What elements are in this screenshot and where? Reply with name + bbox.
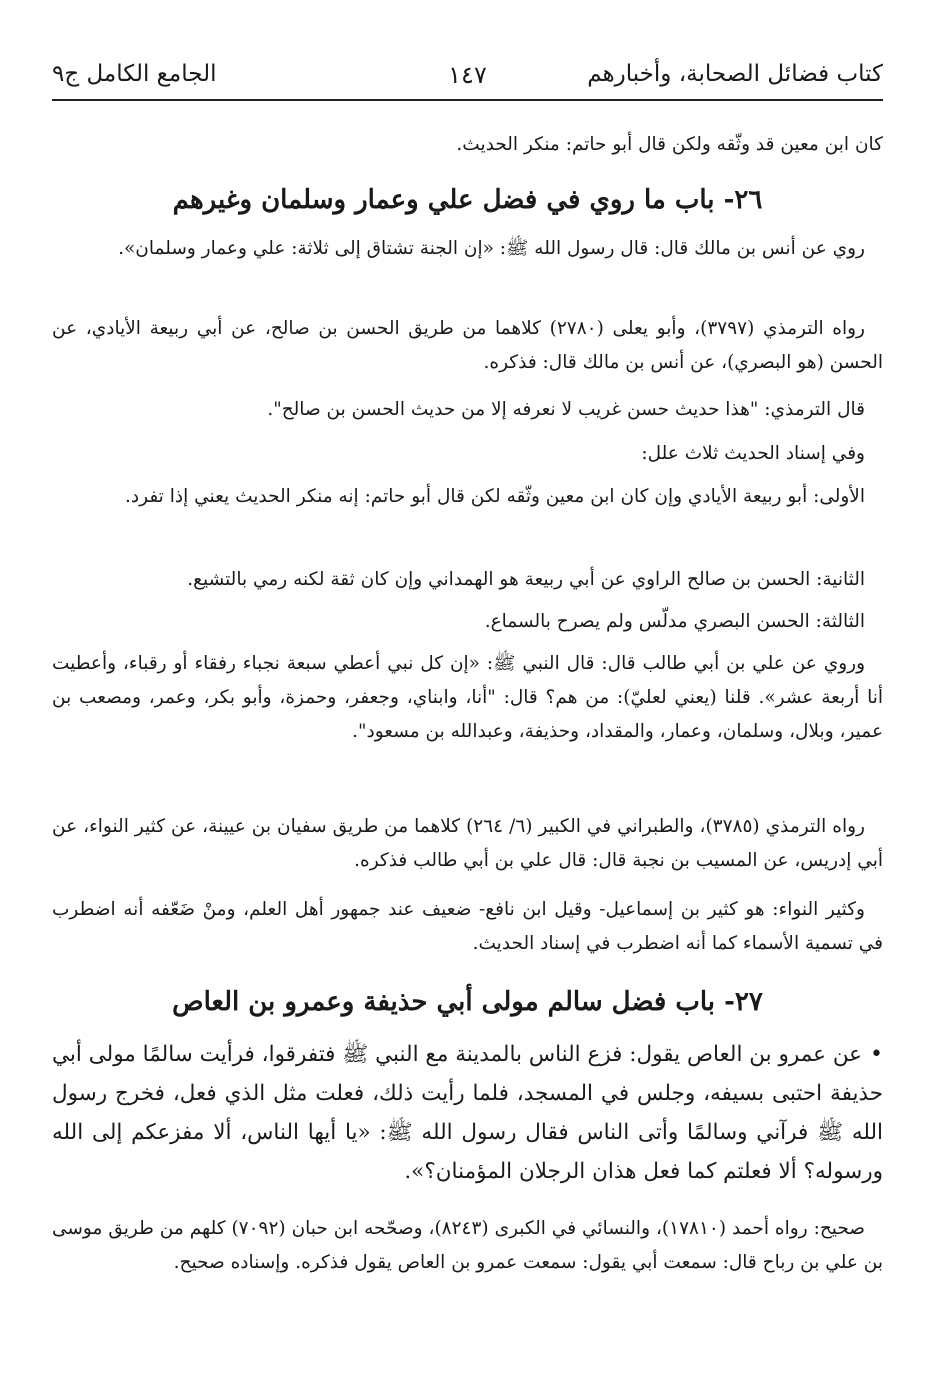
grading-paragraph: صحيح: رواه أحمد (١٧٨١٠)، والنسائي في الكبرى (٨٢٤٣)، وصحّحه ابن حبان (٧٠٩٢) كلهم من طريق موسى بن علي بن رباح قال: سمعت أبي يقول: سمعت عمرو بن العاص يقول فذكره. وإسناده صحيح.	[52, 1218, 883, 1273]
running-header	[52, 55, 883, 101]
page-number: ١٤٧	[448, 61, 487, 89]
hadith-text: وروي عن علي بن أبي طالب قال: قال النبي ﷺ: «إن كل نبي أعطي سبعة نجباء رفقاء أو رقباء، وأعطيت أنا أربعة عشر». قلنا (يعني لعليّ): من هم؟ قال: "أنا، وابناي، وجعفر، وحمزة، وأبو بكر، وعمر، ومصعب بن عمير، وبلال، وسلمان، وعمار، والمقداد، وحذيفة، وعبدالله بن مسعود".	[52, 653, 883, 742]
chapter-heading-26: ٢٦- باب ما روي في فضل علي وعمار وسلمان وغيرهم	[172, 185, 763, 215]
paragraph-continuation: كان ابن معين قد وثّقه ولكن قال أبو حاتم: منكر الحديث.	[456, 134, 883, 155]
header-rule	[52, 99, 883, 101]
chapter-heading-27: ٢٧- باب فضل سالم مولى أبي حذيفة وعمرو بن العاص	[172, 987, 763, 1017]
hadith-text-main	[52, 1035, 883, 1191]
illal-intro: وفي إسناد الحديث ثلاث علل:	[641, 443, 865, 464]
header-volume: الجامع الكامل ج٩	[52, 61, 217, 87]
illa-first: الأولى: أبو ربيعة الأيادي وإن كان ابن معين وثّقه لكن قال أبو حاتم: إنه منكر الحديث يعني إذا تفرد.	[125, 486, 865, 507]
takhrij-paragraph: رواه الترمذي (٣٧٩٧)، وأبو يعلى (٢٧٨٠) كلاهما من طريق الحسن بن صالح، عن أبي ربيعة الأيادي، عن الحسن (هو البصري)، عن أنس بن مالك قال: فذكره.	[52, 318, 883, 373]
takhrij-paragraph: رواه الترمذي (٣٧٨٥)، والطبراني في الكبير (٦/ ٢٦٤) كلاهما من طريق سفيان بن عيينة، عن كثير النواء، عن أبي إدريس، عن المسيب بن نجبة قال: قال علي بن أبي طالب فذكره.	[52, 816, 883, 871]
illa-second: الثانية: الحسن بن صالح الراوي عن أبي ربيعة هو الهمداني وإن كان ثقة لكنه رمي بالتشيع.	[187, 569, 865, 590]
hadith-text: روي عن أنس بن مالك قال: قال رسول الله ﷺ: «إن الجنة تشتاق إلى ثلاثة: علي وعمار وسلمان».	[118, 238, 865, 259]
hadith-body: عن عمرو بن العاص يقول: فزع الناس بالمدينة مع النبي ﷺ فتفرقوا، فرأيت سالمًا مولى أبي حذيفة احتبى بسيفه، وجلس في المسجد، فلما رأيت ذلك، فعلت مثل الذي فعل، فخرج رسول الله ﷺ فرآني وسالمًا وأتى الناس فقال رسول الله ﷺ: «يا أيها الناس، ألا مفزعكم إلى الله ورسوله؟ ألا فعلتم كما فعل هذان الرجلان المؤمنان؟».	[52, 1042, 883, 1184]
tirmidhi-comment: قال الترمذي: "هذا حديث حسن غريب لا نعرفه إلا من حديث الحسن بن صالح".	[267, 399, 865, 420]
narrator-note: وكثير النواء: هو كثير بن إسماعيل- وقيل ابن نافع- ضعيف عند جمهور أهل العلم، ومنْ ضَعّفه أنه اضطرب في تسمية الأسماء كما أنه اضطرب في إسناد الحديث.	[52, 899, 883, 954]
header-book-section: كتاب فضائل الصحابة، وأخبارهم	[587, 61, 883, 87]
illa-third: الثالثة: الحسن البصري مدلّس ولم يصرح بالسماع.	[484, 611, 865, 632]
bullet-icon: •	[870, 1042, 883, 1067]
